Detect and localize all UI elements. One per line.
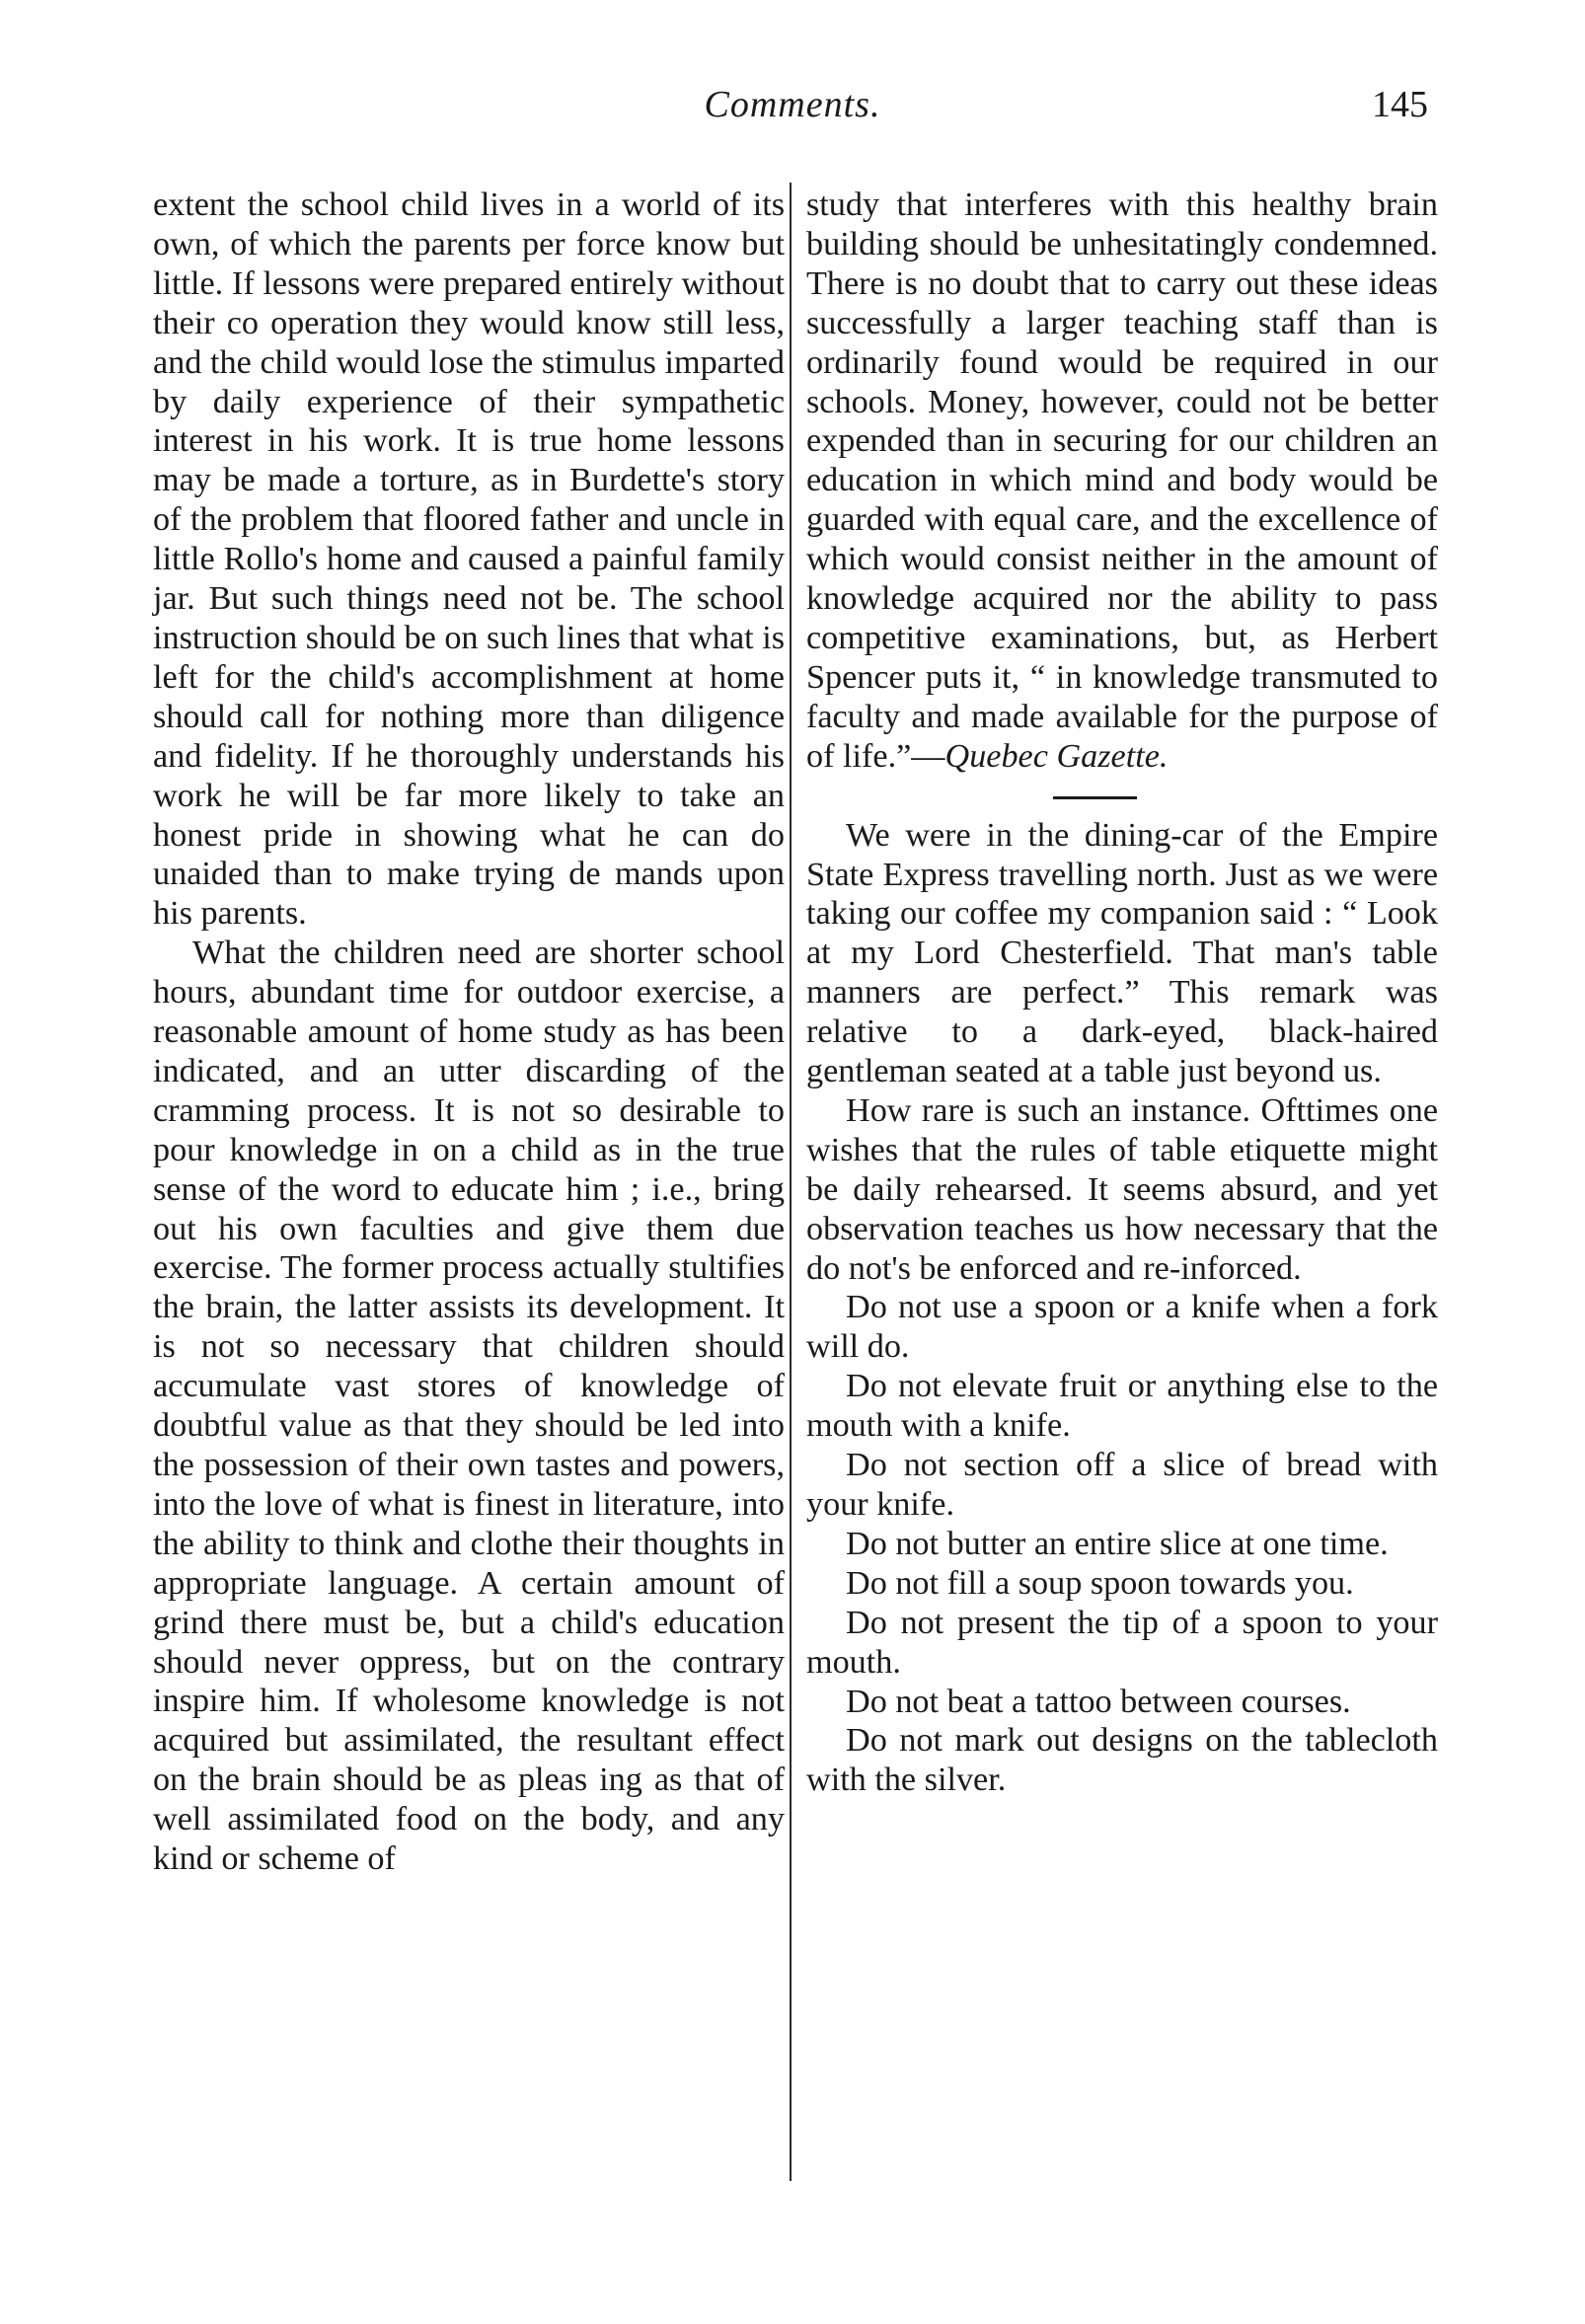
left-column (153, 186, 785, 1879)
paragraph: How rare is such an instance. Ofttimes one wishes that the rules of table etiquette might be daily rehearsed. It seems absurd, and yet observation teaches us how necessary that the do not's be enforced and re-inforced. (806, 1091, 1438, 1287)
page-number: 145 (1372, 84, 1428, 125)
etiquette-rule: Do not butter an entire slice at one time. (846, 1525, 1389, 1562)
paragraph: We were in the dining-car of the Empire State Express travelling north. Just as we were taking our coffee my companion said : “ Look at my Lord Chesterfield. That man's table manners are perfect.” This remark was relative to a dark-eyed, black-haired gentleman seated at a table just beyond us. (806, 816, 1438, 1090)
etiquette-rule: Do not section off a slice of bread with your knife. (806, 1447, 1438, 1523)
etiquette-rule: Do not use a spoon or a knife when a fork will do. (806, 1289, 1438, 1366)
etiquette-rule: Do not elevate fruit or anything else to the mouth with a knife. (806, 1368, 1438, 1445)
etiquette-rule: Do not fill a soup spoon towards you. (846, 1564, 1354, 1602)
running-head (0, 83, 1585, 142)
section-divider (806, 777, 1438, 816)
etiquette-rule: Do not beat a tattoo between courses. (846, 1683, 1351, 1720)
paragraph-text: study that interferes with this healthy brain building should be unhesitatingly condemned. There is no doubt that to carry out these ideas successfully a larger teaching staff than is ordinarily found would be required in our schools. Money, however, could not be better expended than in securing for our children an education in which mind and body would be guarded with equal care, and the excellence of which would consist neither in the amount of knowledge acquired nor the ability to pass competitive examinations, but, as Herbert Spencer puts it, “ in knowledge transmuted to faculty and made available for the purpose of of life.”— (806, 187, 1438, 775)
divider-rule (1053, 796, 1137, 799)
running-title: Comments. (704, 84, 881, 125)
paragraph (806, 186, 1438, 777)
etiquette-rule: Do not mark out designs on the tablecloth with the silver. (806, 1722, 1438, 1799)
etiquette-rule: Do not present the tip of a spoon to your mouth. (806, 1604, 1438, 1681)
source-citation: Quebec Gazette. (944, 737, 1169, 775)
paragraph: What the children need are shorter school hours, abundant time for outdoor exercise, a reasonable amount of home study as has been indicated, and an utter discarding of the cramming process. It is not so desirable to pour knowledge in on a child as in the true sense of the word to educate him ; i.e., bring out his own faculties and give them due exercise. The former process actually stultifies the brain, the latter assists its development. It is not so necessary that children should accumulate vast stores of knowledge of doubtful value as that they should be led into the possession of their own tastes and powers, into the love of what is finest in literature, into the ability to think and clothe their thoughts in appropriate language. A certain amount of grind there must be, but a child's education should never oppress, but on the contrary inspire him. If wholesome knowledge is not acquired but assimilated, the resultant effect on the brain should be as pleas ing as that of well assimilated food on the body, and any kind or scheme of (153, 935, 785, 1878)
paragraph: extent the school child lives in a world of its own, of which the parents per force know but little. If lessons were prepared entirely without their co operation they would know still less, and the child would lose the stimulus imparted by daily experience of their sympathetic interest in his work. It is true home lessons may be made a torture, as in Burdette's story of the problem that floored father and uncle in little Rollo's home and caused a painful family jar. But such things need not be. The school instruction should be on such lines that what is left for the child's accomplishment at home should call for nothing more than diligence and fidelity. If he thoroughly understands his work he will be far more likely to take an honest pride in showing what he can do unaided than to make trying de mands upon his parents. (153, 187, 785, 933)
column-rule (790, 183, 792, 2181)
right-column (806, 186, 1438, 1800)
